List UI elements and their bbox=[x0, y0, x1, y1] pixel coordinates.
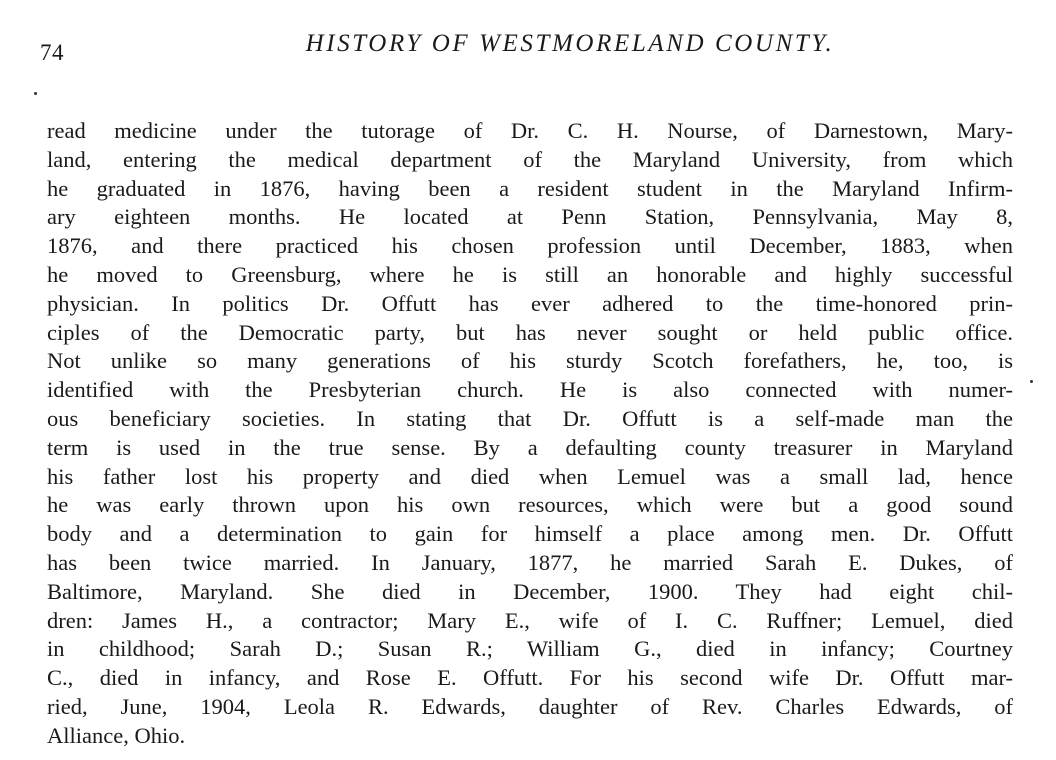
text-line: C., died in infancy, and Rose E. Offutt. For his second wife Dr. Offutt mar- bbox=[47, 665, 1013, 691]
text-line: ciples of the Democratic party, but has never sought or held public office. bbox=[47, 319, 1013, 345]
text-line: he was early thrown upon his own resources, which were but a good sound bbox=[47, 492, 1013, 518]
text-line: ous beneficiary societies. In stating that Dr. Offutt is a self-made man the bbox=[47, 405, 1013, 431]
text-line: Baltimore, Maryland. She died in December, 1900. They had eight chil- bbox=[47, 578, 1013, 604]
text-line: has been twice married. In January, 1877, he married Sarah E. Dukes, of bbox=[47, 549, 1013, 575]
text-line: land, entering the medical department of the Maryland University, from which bbox=[47, 146, 1013, 172]
print-speck bbox=[1030, 380, 1033, 383]
page-header bbox=[0, 30, 1056, 66]
text-line: he moved to Greensburg, where he is still an honorable and highly successful bbox=[47, 261, 1013, 287]
text-line: Alliance, Ohio. bbox=[47, 722, 186, 748]
print-speck bbox=[34, 92, 37, 95]
body-paragraph bbox=[47, 117, 1013, 751]
text-line: he graduated in 1876, having been a resident student in the Maryland Infirm- bbox=[47, 175, 1013, 201]
text-line: physician. In politics Dr. Offutt has ever adhered to the time-honored prin- bbox=[47, 290, 1013, 316]
running-title: HISTORY OF WESTMORELAND COUNTY. bbox=[305, 30, 835, 57]
text-line: in childhood; Sarah D.; Susan R.; William G., died in infancy; Courtney bbox=[47, 636, 1013, 662]
page-number: 74 bbox=[40, 40, 64, 65]
text-line: identified with the Presbyterian church. He is also connected with numer- bbox=[47, 377, 1013, 403]
text-line: 1876, and there practiced his chosen profession until December, 1883, when bbox=[47, 233, 1013, 259]
text-line: term is used in the true sense. By a defaulting county treasurer in Maryland bbox=[47, 434, 1013, 460]
text-line: his father lost his property and died when Lemuel was a small lad, hence bbox=[47, 463, 1013, 489]
text-line: read medicine under the tutorage of Dr. C. H. Nourse, of Darnestown, Mary- bbox=[47, 118, 1013, 143]
text-line: ried, June, 1904, Leola R. Edwards, daughter of Rev. Charles Edwards, of bbox=[47, 693, 1013, 719]
text-line: body and a determination to gain for himself a place among men. Dr. Offutt bbox=[47, 521, 1013, 547]
text-line: dren: James H., a contractor; Mary E., wife of I. C. Ruffner; Lemuel, died bbox=[47, 607, 1013, 633]
text-line: Not unlike so many generations of his sturdy Scotch forefathers, he, too, is bbox=[47, 348, 1013, 374]
text-line: ary eighteen months. He located at Penn Station, Pennsylvania, May 8, bbox=[47, 204, 1013, 230]
